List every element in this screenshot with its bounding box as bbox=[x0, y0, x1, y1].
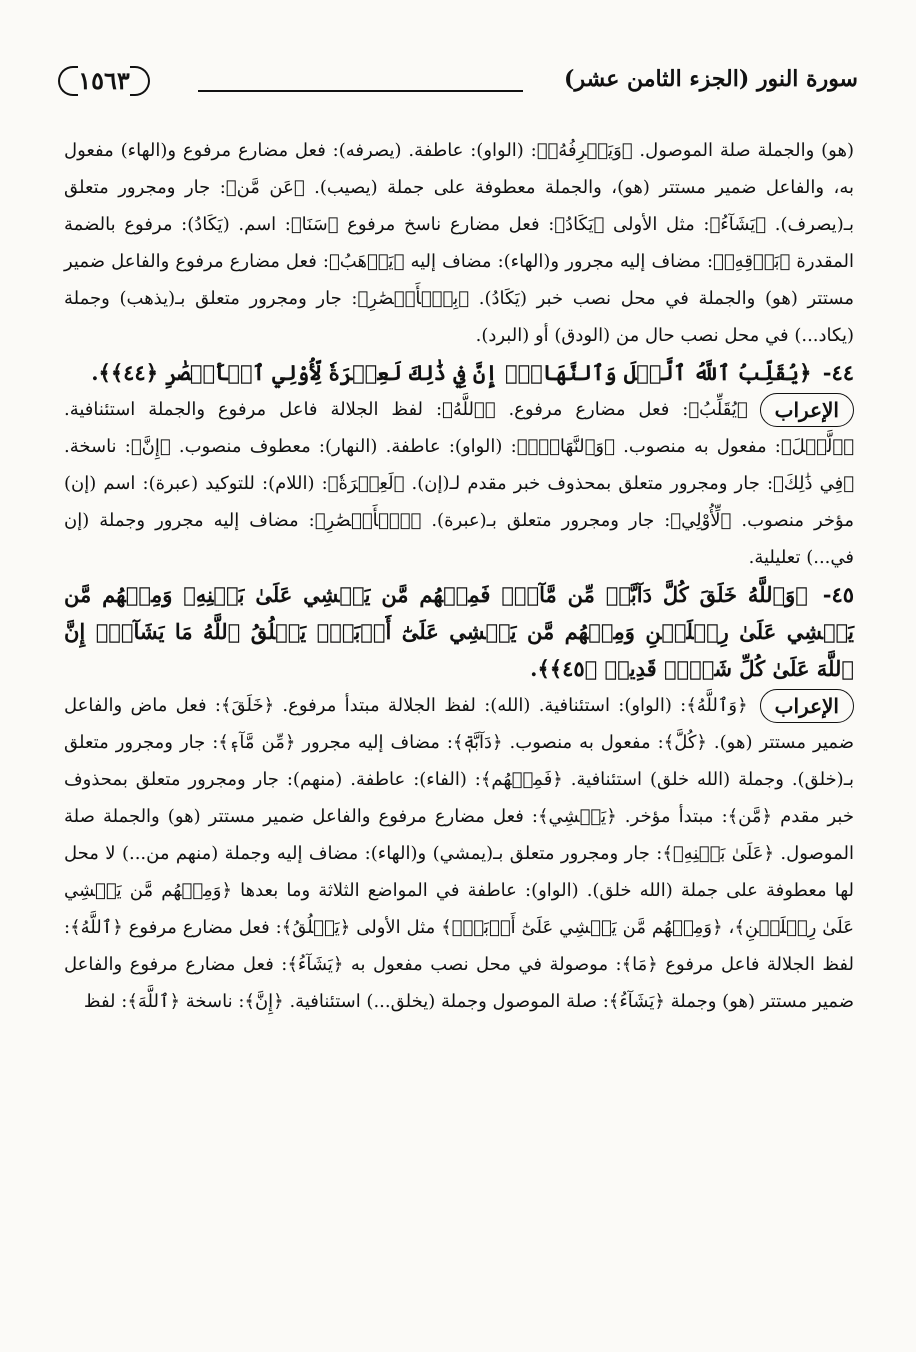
irab-section-44 bbox=[64, 391, 854, 576]
paragraph-continuation: (هو) والجملة صلة الموصول. ﴿وَيَصۡرِفُهُۥ﴾: (الواو): عاطفة. (يصرفه): فعل مضارع مرفوع و(الهاء) مفعول به، والفاعل ضمير مستتر (هو)، والجملة معطوفة على جملة (يصيب). ﴿عَن مَّن﴾: جار ومجرور متعلق بـ(يصرف). ﴿يَشَآءُ﴾: مثل الأولى ﴿يَكَادُ﴾: فعل مضارع ناسخ مرفوع ﴿سَنَا﴾: اسم. (يَكَادُ): مرفوع بالضمة المقدرة ﴿بَرۡقِهِۦ﴾: مضاف إليه مجرور و(الهاء): مضاف إليه ﴿يَذۡهَبُ﴾: فعل مضارع مرفوع والفاعل ضمير مستتر (هو) والجملة في محل نصب خبر (يَكَادُ). ﴿بِٱلۡأَبۡصَٰرِ﴾: جار ومجرور متعلق بـ(يذهب) وجملة (يكاد...) في محل نصب حال من (الودق) أو (البرد). bbox=[64, 140, 854, 346]
irab-label: الإعراب bbox=[760, 689, 854, 723]
page-header bbox=[58, 62, 858, 102]
surah-title: سورة النور bbox=[756, 66, 858, 92]
verse-number: ٤٥- bbox=[822, 582, 855, 607]
verse-text: ﴿وَٱللَّهُ خَلَقَ كُلَّ دَآبَّةٖ مِّن مَّآءٖۖ فَمِنۡهُم مَّن يَمۡشِي عَلَىٰ بَطۡنِهِۦ وَمِنۡهُم مَّن يَمۡشِي عَلَىٰ رِجۡلَيۡنِ وَمِنۡهُم مَّن يَمۡشِي عَلَىٰٓ أَرۡبَعٖۚ يَخۡلُقُ ٱللَّهُ مَا يَشَآءُۚ إِنَّ ٱللَّهَ عَلَىٰ كُلِّ شَيۡءٖ قَدِيرٞ ﴿٤٥﴾﴾. bbox=[64, 582, 854, 681]
page-number-badge bbox=[58, 62, 150, 98]
header-rule bbox=[198, 90, 523, 92]
part-title: (الجزء الثامن عشر) bbox=[564, 66, 750, 92]
irab-text: ﴿يُقَلِّبُ﴾: فعل مضارع مرفوع. ﴿ٱللَّهُ﴾: لفظ الجلالة فاعل مرفوع والجملة استئنافية. ﴿ٱلَّيۡلَ﴾: مفعول به منصوب. ﴿وَٱلنَّهَارَۚ﴾: (الواو): عاطفة. (النهار): معطوف منصوب. ﴿إِنَّ﴾: ناسخة. ﴿فِي ذَٰلِكَ﴾: جار ومجرور متعلق بمحذوف خبر مقدم لـ(إن). ﴿لَعِبۡرَةٗ﴾: (اللام): للتوكيد (عبرة): اسم (إن) مؤخر منصوب. ﴿لِّأُوْلِي﴾: جار ومجرور متعلق بـ(عبرة). ﴿ٱلۡأَبۡصَٰرِ﴾: مضاف إليه مجرور وجملة (إن في...) تعليلية. bbox=[64, 399, 854, 568]
running-title bbox=[564, 66, 858, 92]
irab-label: الإعراب bbox=[760, 393, 854, 427]
irab-text: ﴿وَٱللَّهُ﴾: (الواو): استئنافية. (الله): لفظ الجلالة مبتدأ مرفوع. ﴿خَلَقَ﴾: فعل ماض والفاعل ضمير مستتر (هو). ﴿كُلَّ﴾: مفعول به منصوب. ﴿دَآبَّةٖ﴾: مضاف إليه مجرور ﴿مِّن مَّآءٖ﴾: جار ومجرور متعلق بـ(خلق). وجملة (الله خلق) استئنافية. ﴿فَمِنۡهُم﴾: (الفاء): عاطفة. (منهم): جار ومجرور متعلق بمحذوف خبر مقدم ﴿مَّن﴾: مبتدأ مؤخر. ﴿يَمۡشِي﴾: فعل مضارع مرفوع والفاعل ضمير مستتر (هو) والجملة صلة الموصول. ﴿عَلَىٰ بَطۡنِهِۦ﴾: جار ومجرور متعلق بـ(يمشي) و(الهاء): مضاف إليه وجملة (منهم من...) لا محل لها معطوفة على جملة (الله خلق). (الواو): عاطفة في المواضع الثلاثة وما بعدها ﴿وَمِنۡهُم مَّن يَمۡشِي عَلَىٰ رِجۡلَيۡنِ﴾، ﴿وَمِنۡهُم مَّن يَمۡشِي عَلَىٰٓ أَرۡبَعٖۚ﴾ مثل الأولى ﴿يَخۡلُقُ﴾: فعل مضارع مرفوع ﴿ٱللَّهُ﴾: لفظ الجلالة فاعل مرفوع ﴿مَا﴾: موصولة في محل نصب مفعول به ﴿يَشَآءُ﴾: فعل مضارع مرفوع والفاعل ضمير مستتر (هو) وجملة ﴿يَشَآءُ﴾: صلة الموصول وجملة (يخلق...) استئنافية. ﴿إِنَّ﴾: ناسخة ﴿ٱللَّهَ﴾: لفظ bbox=[64, 695, 854, 1012]
verse-44 bbox=[64, 354, 854, 391]
irab-section-45 bbox=[64, 687, 854, 1020]
verse-number: ٤٤- bbox=[822, 360, 854, 385]
page-number: ١٥٦٣ bbox=[78, 65, 130, 95]
verse-text: ﴿يُقَلِّبُ ٱللَّهُ ٱلَّيۡلَ وَٱلنَّهَارَۚ إِنَّ فِي ذَٰلِكَ لَعِبۡرَةٗ لِّأُوْلِي ٱلۡأَبۡصَٰرِ ﴿٤٤﴾﴾. bbox=[91, 360, 812, 385]
page-content bbox=[64, 132, 854, 1020]
verse-45 bbox=[64, 576, 854, 687]
